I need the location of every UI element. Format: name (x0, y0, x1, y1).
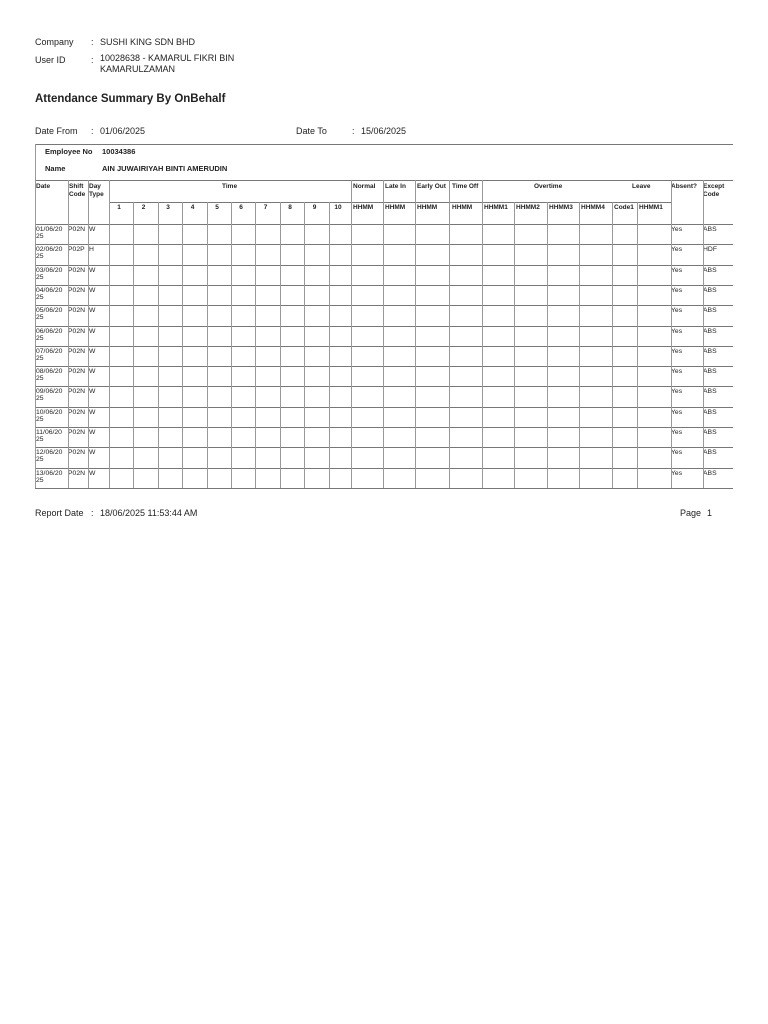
employee-name-label: Name (45, 164, 66, 173)
row-date-year: 25 (36, 476, 44, 484)
row-except-code: ABS (703, 469, 717, 477)
table-column-rule (304, 202, 305, 488)
table-column-rule (449, 180, 450, 488)
row-date-year: 25 (36, 395, 44, 403)
table-rule (35, 326, 733, 327)
report-date-separator: : (91, 508, 94, 518)
row-absent: Yes (671, 388, 683, 396)
sub-header-early-out-hhmm: HHMM (417, 204, 438, 211)
table-column-rule (415, 180, 416, 488)
user-id-value-line1: 10028638 - KAMARUL FIKRI BIN (100, 53, 235, 63)
col-header-shift: Shift (69, 183, 84, 190)
table-column-rule (158, 202, 159, 488)
row-absent: Yes (671, 286, 683, 294)
row-except-code: HDF (703, 246, 717, 254)
table-rule (35, 224, 733, 225)
row-absent: Yes (671, 347, 683, 355)
col-header-except: Except (703, 183, 725, 190)
user-id-value-line2: KAMARULZAMAN (100, 64, 176, 74)
col-header-overtime: Overtime (534, 183, 563, 190)
row-day-type: W (89, 347, 96, 355)
time-slot-header: 5 (215, 204, 219, 211)
row-date-year: 25 (36, 375, 44, 383)
table-column-rule (579, 202, 580, 488)
row-day-type: W (89, 449, 96, 457)
sub-header-ot-hhmm1: HHMM1 (484, 204, 508, 211)
time-slot-header: 3 (166, 204, 170, 211)
date-from-label: Date From (35, 126, 78, 136)
sub-header-ot-hhmm2: HHMM2 (516, 204, 540, 211)
row-day-type: W (89, 327, 96, 335)
row-date: 01/06/20 (36, 226, 63, 233)
company-value: SUSHI KING SDN BHD (100, 37, 196, 47)
row-except-code: ABS (703, 368, 717, 376)
table-rule (35, 265, 733, 266)
table-column-rule (703, 180, 704, 488)
col-header-day: Day (89, 183, 101, 190)
col-header-shift-code: Code (69, 191, 86, 198)
row-date: 06/06/20 (36, 327, 63, 335)
table-rule (35, 366, 733, 367)
col-header-day-type: Type (89, 191, 104, 198)
table-column-rule (280, 202, 281, 488)
date-from-value: 01/06/2025 (100, 126, 146, 136)
row-shift-code: P02N (68, 449, 86, 457)
employee-no-value: 10034386 (102, 147, 136, 156)
employee-name-value: AIN JUWAIRIYAH BINTI AMERUDIN (102, 164, 228, 173)
table-column-rule (671, 180, 672, 488)
row-except-code: ABS (703, 449, 717, 457)
page-label: Page (680, 508, 702, 518)
table-rule (35, 386, 733, 387)
table-rule (35, 488, 733, 489)
row-date-year: 25 (36, 253, 44, 261)
col-header-late-in: Late In (385, 183, 406, 190)
col-header-time-off: Time Off (452, 183, 479, 190)
row-date: 12/06/20 (36, 449, 63, 457)
row-shift-code: P02N (68, 408, 86, 416)
date-to-separator: : (352, 126, 355, 136)
row-date-year: 25 (36, 456, 44, 464)
row-day-type: W (89, 408, 96, 416)
row-except-code: ABS (703, 347, 717, 355)
sub-header-ot-hhmm4: HHMM4 (581, 204, 605, 211)
row-shift-code: P02N (68, 347, 86, 355)
row-day-type: W (89, 469, 96, 477)
row-except-code: ABS (703, 408, 717, 416)
date-to-label: Date To (296, 126, 327, 136)
row-day-type: W (89, 368, 96, 376)
sub-header-leave-hhmm1: HHMM1 (639, 204, 663, 211)
row-day-type: W (89, 286, 96, 294)
row-shift-code: P02N (68, 286, 86, 294)
row-date-year: 25 (36, 293, 44, 301)
table-column-rule (547, 202, 548, 488)
date-to-value: 15/06/2025 (361, 126, 407, 136)
row-absent: Yes (671, 449, 683, 457)
table-rule (109, 202, 671, 203)
col-header-absent: Absent? (671, 183, 697, 190)
table-rule (35, 468, 733, 469)
table-rule (35, 427, 733, 428)
user-id-label: User ID (35, 55, 66, 65)
row-absent: Yes (671, 368, 683, 376)
col-header-time: Time (222, 183, 238, 190)
table-column-rule (35, 144, 36, 488)
row-date: 08/06/20 (36, 368, 63, 376)
row-shift-code: P02N (68, 368, 86, 376)
row-shift-code: P02P (68, 246, 85, 254)
table-column-rule (612, 202, 613, 488)
table-column-rule (383, 180, 384, 488)
row-day-type: H (89, 246, 94, 254)
row-date-year: 25 (36, 273, 44, 281)
row-shift-code: P02N (68, 266, 86, 274)
row-absent: Yes (671, 266, 683, 274)
row-date: 05/06/20 (36, 307, 63, 315)
report-date-value: 18/06/2025 11:53:44 AM (100, 508, 198, 518)
row-except-code: ABS (703, 327, 717, 335)
table-rule (35, 144, 733, 145)
row-day-type: W (89, 226, 96, 233)
table-column-rule (255, 202, 256, 488)
company-label: Company (35, 37, 74, 47)
row-absent: Yes (671, 429, 683, 436)
row-date-year: 25 (36, 354, 44, 362)
row-except-code: ABS (703, 226, 717, 233)
row-absent: Yes (671, 226, 683, 233)
time-slot-header: 2 (141, 204, 146, 211)
time-slot-header: 4 (190, 204, 195, 211)
employee-no-label: Employee No (45, 147, 93, 156)
row-date-year: 25 (36, 314, 44, 322)
row-date: 02/06/20 (36, 246, 63, 254)
table-column-rule (207, 202, 208, 488)
table-column-rule (88, 180, 89, 488)
row-shift-code: P02N (68, 388, 86, 396)
report-title: Attendance Summary By OnBehalf (35, 93, 226, 105)
row-day-type: W (89, 388, 96, 396)
user-id-separator: : (91, 55, 94, 65)
row-except-code: ABS (703, 286, 717, 294)
row-absent: Yes (671, 307, 683, 315)
attendance-table (35, 144, 733, 489)
table-column-rule (68, 180, 69, 488)
table-column-rule (514, 202, 515, 488)
row-date-year: 25 (36, 436, 44, 443)
row-date-year: 25 (36, 233, 44, 240)
row-shift-code: P02N (68, 327, 86, 335)
row-absent: Yes (671, 408, 683, 416)
table-column-rule (329, 202, 330, 488)
table-rule (35, 180, 733, 181)
row-day-type: W (89, 307, 96, 315)
row-absent: Yes (671, 469, 683, 477)
row-shift-code: P02N (68, 429, 86, 436)
row-day-type: W (89, 266, 96, 274)
row-absent: Yes (671, 327, 683, 335)
table-column-rule (482, 180, 483, 488)
table-rule (35, 346, 733, 347)
col-header-normal: Normal (353, 183, 376, 190)
row-date: 07/06/20 (36, 347, 63, 355)
table-column-rule (351, 180, 352, 488)
time-slot-header: 6 (239, 204, 243, 211)
time-slot-header: 7 (263, 204, 268, 211)
col-header-leave: Leave (632, 183, 651, 190)
time-slot-header: 10 (334, 204, 342, 211)
row-shift-code: P02N (68, 307, 86, 315)
sub-header-leave-code1: Code1 (614, 204, 634, 211)
table-column-rule (182, 202, 183, 488)
company-separator: : (91, 37, 94, 47)
table-rule (35, 285, 733, 286)
table-column-rule (133, 202, 134, 488)
row-except-code: ABS (703, 266, 717, 274)
sub-header-time-off-hhmm: HHMM (452, 204, 473, 211)
time-slot-header: 1 (117, 204, 121, 211)
table-column-rule (637, 202, 638, 488)
row-date: 11/06/20 (36, 429, 62, 436)
row-day-type: W (89, 429, 96, 436)
row-shift-code: P02N (68, 226, 86, 233)
row-date: 10/06/20 (36, 408, 63, 416)
page-number: 1 (707, 508, 713, 518)
table-column-rule (231, 202, 232, 488)
row-date: 03/06/20 (36, 266, 63, 274)
report-date-label: Report Date (35, 508, 84, 518)
date-from-separator: : (91, 126, 94, 136)
row-shift-code: P02N (68, 469, 86, 477)
col-header-date: Date (36, 183, 51, 190)
time-slot-header: 8 (288, 204, 292, 211)
row-except-code: ABS (703, 388, 717, 396)
row-date-year: 25 (36, 334, 44, 342)
row-date: 13/06/20 (36, 469, 63, 477)
row-except-code: ABS (703, 307, 717, 315)
col-header-except-code: Code (703, 191, 720, 198)
col-header-early-out: Early Out (417, 183, 446, 190)
table-rule (35, 447, 733, 448)
table-rule (35, 244, 733, 245)
table-rule (35, 305, 733, 306)
table-column-rule (109, 180, 110, 488)
row-absent: Yes (671, 246, 683, 254)
row-date-year: 25 (36, 415, 44, 423)
sub-header-ot-hhmm3: HHMM3 (549, 204, 573, 211)
row-date: 09/06/20 (36, 388, 63, 396)
time-slot-header: 9 (312, 204, 317, 211)
row-except-code: ABS (703, 429, 717, 436)
sub-header-late-in-hhmm: HHMM (385, 204, 406, 211)
sub-header-normal-hhmm: HHMM (353, 204, 374, 211)
row-date: 04/06/20 (36, 286, 63, 294)
table-rule (35, 407, 733, 408)
